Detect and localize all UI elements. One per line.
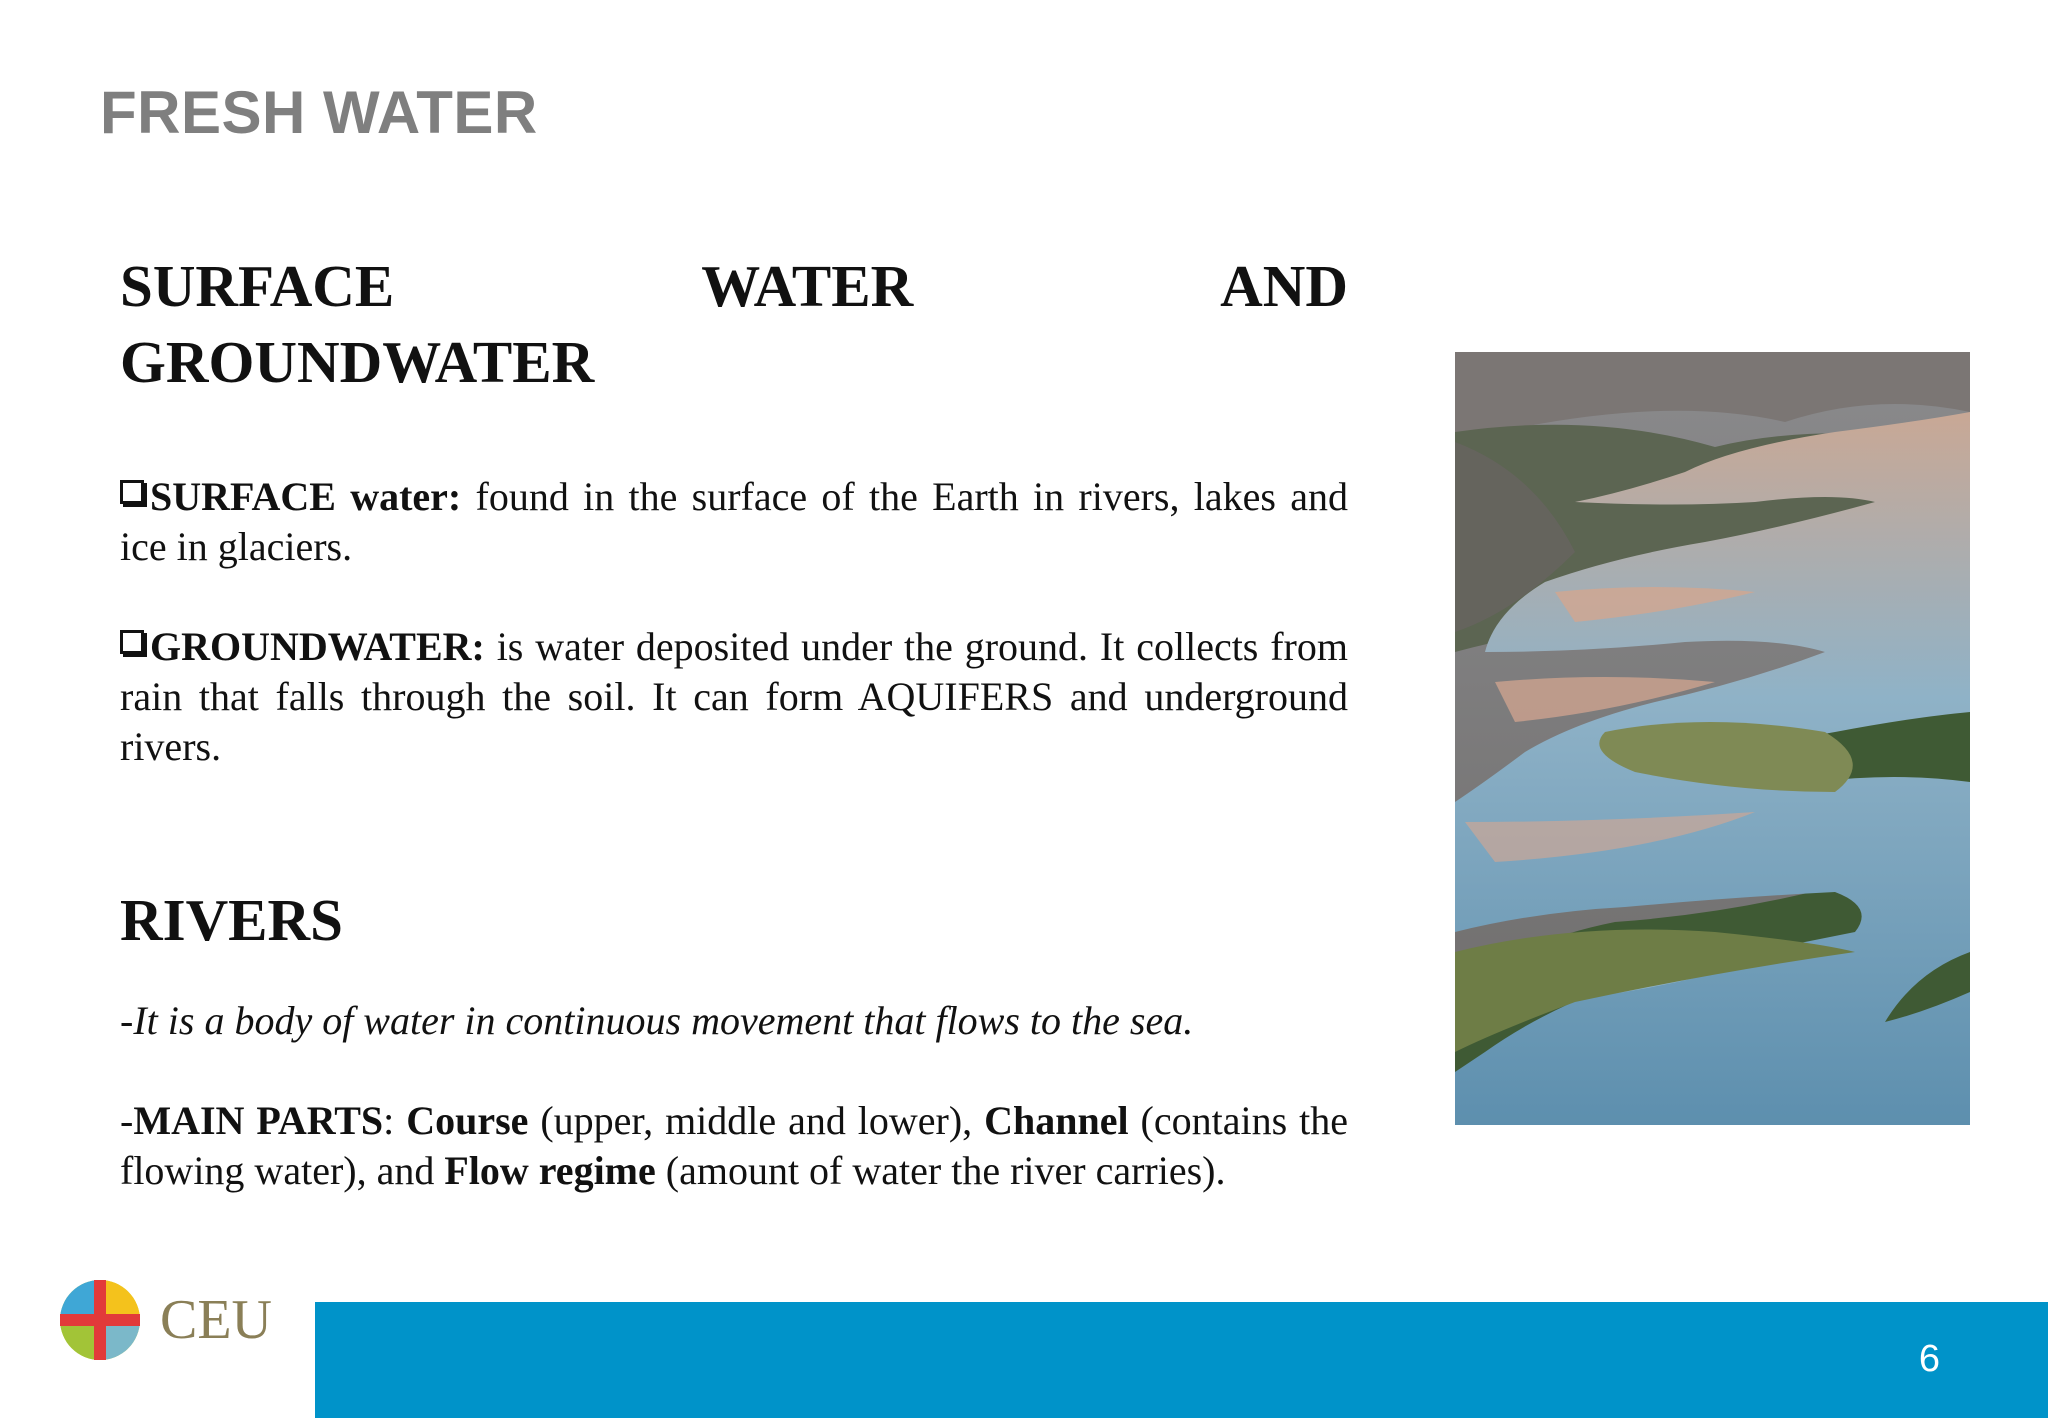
main-parts-separator: : <box>383 1098 407 1143</box>
page-number: 6 <box>1918 1338 1940 1380</box>
river-main-parts <box>120 1096 1348 1196</box>
section-heading-surface-groundwater <box>120 248 1348 400</box>
groundwater-term: GROUNDWATER: <box>150 624 485 669</box>
surface-water-text: found in the surface of the Earth in rivers, lakes and ice in glaciers. <box>120 474 1348 569</box>
flow-regime-description: (amount of water the river carries). <box>655 1148 1226 1193</box>
channel-description: (contains the flowing water), and <box>120 1098 1348 1193</box>
ceu-logo-text: CEU <box>160 1289 272 1351</box>
footer-bar <box>315 1302 2048 1418</box>
river-photo <box>1455 352 1970 1125</box>
main-parts-label: MAIN PARTS <box>133 1098 384 1143</box>
surface-water-term: SURFACE water: <box>150 474 462 519</box>
checkbox-bullet-icon <box>120 630 144 654</box>
flow-regime-term: Flow regime <box>444 1148 656 1193</box>
channel-term: Channel <box>984 1098 1129 1143</box>
heading-word: SURFACE <box>120 253 395 319</box>
ceu-logo-icon <box>58 1278 142 1362</box>
slide-title: FRESH WATER <box>100 79 538 146</box>
dash-bullet: - <box>120 998 134 1043</box>
river-definition-text: It is a body of water in continuous movement that flows to the sea. <box>133 998 1194 1043</box>
dash-bullet: - <box>120 1098 134 1143</box>
course-term: Course <box>406 1098 529 1143</box>
heading-word: AND <box>1220 253 1348 319</box>
heading-line-2: GROUNDWATER <box>120 329 595 395</box>
heading-word: WATER <box>701 253 914 319</box>
rivers-heading: RIVERS <box>120 887 343 953</box>
river-definition <box>120 996 1348 1046</box>
course-description: (upper, middle and lower), <box>528 1098 985 1143</box>
surface-water-paragraph <box>120 472 1348 572</box>
groundwater-paragraph <box>120 622 1348 772</box>
groundwater-text: is water deposited under the ground. It collects from rain that falls through the soil. It can form AQUIFERS and underground rivers. <box>120 624 1348 769</box>
checkbox-bullet-icon <box>120 480 144 504</box>
slide-content <box>120 248 1348 1196</box>
